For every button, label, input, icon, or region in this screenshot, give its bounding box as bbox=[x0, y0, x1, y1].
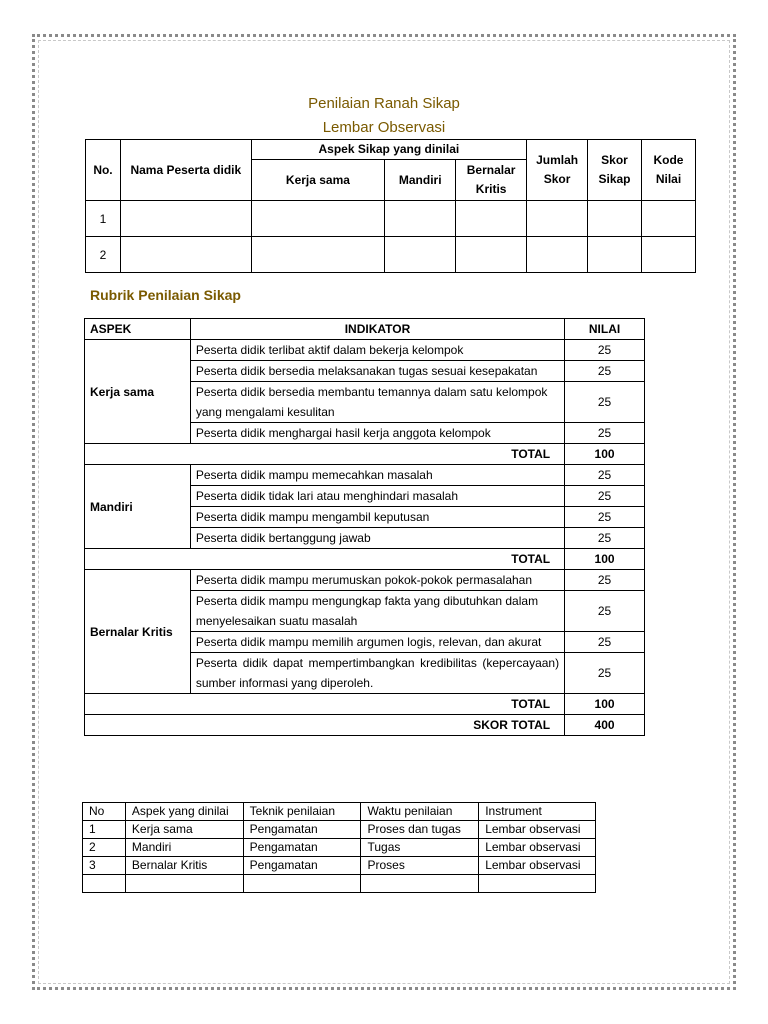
total-value: 100 bbox=[565, 694, 645, 715]
total-label: TOTAL bbox=[85, 549, 565, 570]
indikator-cell: Peserta didik dapat mempertimbangkan kredibilitas (kepercayaan) sumber informasi yang diperoleh. bbox=[190, 653, 564, 694]
summary-cell-empty bbox=[479, 875, 596, 893]
cell-empty bbox=[120, 237, 251, 273]
summary-cell: Kerja sama bbox=[125, 821, 243, 839]
summary-cell: Proses bbox=[361, 857, 479, 875]
summary-cell: Tugas bbox=[361, 839, 479, 857]
aspek-cell: Kerja sama bbox=[85, 340, 191, 444]
cell-empty bbox=[456, 237, 527, 273]
col-aspek-group: Aspek Sikap yang dinilai bbox=[251, 140, 526, 160]
row-no: 1 bbox=[86, 201, 121, 237]
summary-cell: 2 bbox=[83, 839, 126, 857]
cell-empty bbox=[385, 237, 456, 273]
cell-empty bbox=[120, 201, 251, 237]
summary-cell: Lembar observasi bbox=[479, 857, 596, 875]
summary-cell: Pengamatan bbox=[243, 857, 361, 875]
nilai-cell: 25 bbox=[565, 361, 645, 382]
cell-empty bbox=[588, 201, 642, 237]
indikator-cell: Peserta didik bertanggung jawab bbox=[190, 528, 564, 549]
nilai-cell: 25 bbox=[565, 423, 645, 444]
rubric-table bbox=[84, 318, 645, 736]
col-nama: Nama Peserta didik bbox=[120, 140, 251, 201]
head-indikator: INDIKATOR bbox=[190, 319, 564, 340]
total-value: 100 bbox=[565, 549, 645, 570]
indikator-cell: Peserta didik mampu mengambil keputusan bbox=[190, 507, 564, 528]
nilai-cell: 25 bbox=[565, 465, 645, 486]
total-label: TOTAL bbox=[85, 444, 565, 465]
indikator-cell: Peserta didik mampu memecahkan masalah bbox=[190, 465, 564, 486]
total-label: TOTAL bbox=[85, 694, 565, 715]
summary-header: Waktu penilaian bbox=[361, 803, 479, 821]
cell-empty bbox=[251, 201, 385, 237]
col-kerja-sama: Kerja sama bbox=[251, 160, 385, 201]
summary-header: Instrument bbox=[479, 803, 596, 821]
nilai-cell: 25 bbox=[565, 591, 645, 632]
head-nilai: NILAI bbox=[565, 319, 645, 340]
nilai-cell: 25 bbox=[565, 632, 645, 653]
summary-cell: Lembar observasi bbox=[479, 821, 596, 839]
skor-total-label: SKOR TOTAL bbox=[85, 715, 565, 736]
indikator-cell: Peserta didik bersedia membantu temannya dalam satu kelompok yang mengalami kesulitan bbox=[190, 382, 564, 423]
summary-cell: Lembar observasi bbox=[479, 839, 596, 857]
nilai-cell: 25 bbox=[565, 486, 645, 507]
col-bernalar: Bernalar Kritis bbox=[456, 160, 527, 201]
summary-cell: 1 bbox=[83, 821, 126, 839]
indikator-cell: Peserta didik bersedia melaksanakan tugas sesuai kesepakatan bbox=[190, 361, 564, 382]
summary-cell: Pengamatan bbox=[243, 821, 361, 839]
aspek-cell: Bernalar Kritis bbox=[85, 570, 191, 694]
observation-table bbox=[85, 139, 696, 273]
summary-table bbox=[82, 802, 596, 893]
indikator-cell: Peserta didik terlibat aktif dalam bekerja kelompok bbox=[190, 340, 564, 361]
summary-cell: 3 bbox=[83, 857, 126, 875]
cell-empty bbox=[527, 201, 588, 237]
summary-cell: Mandiri bbox=[125, 839, 243, 857]
total-value: 100 bbox=[565, 444, 645, 465]
nilai-cell: 25 bbox=[565, 653, 645, 694]
summary-cell-empty bbox=[83, 875, 126, 893]
cell-empty bbox=[385, 201, 456, 237]
cell-empty bbox=[588, 237, 642, 273]
indikator-cell: Peserta didik mampu merumuskan pokok-pokok permasalahan bbox=[190, 570, 564, 591]
cell-empty bbox=[251, 237, 385, 273]
cell-empty bbox=[641, 237, 695, 273]
indikator-cell: Peserta didik mampu mengungkap fakta yang dibutuhkan dalam menyelesaikan suatu masalah bbox=[190, 591, 564, 632]
cell-empty bbox=[527, 237, 588, 273]
aspek-cell: Mandiri bbox=[85, 465, 191, 549]
indikator-cell: Peserta didik tidak lari atau menghindari masalah bbox=[190, 486, 564, 507]
col-skor-sikap: Skor Sikap bbox=[588, 140, 642, 201]
nilai-cell: 25 bbox=[565, 528, 645, 549]
indikator-cell: Peserta didik mampu memilih argumen logis, relevan, dan akurat bbox=[190, 632, 564, 653]
nilai-cell: 25 bbox=[565, 340, 645, 361]
cell-empty bbox=[456, 201, 527, 237]
col-mandiri: Mandiri bbox=[385, 160, 456, 201]
nilai-cell: 25 bbox=[565, 570, 645, 591]
head-aspek: ASPEK bbox=[85, 319, 191, 340]
summary-cell-empty bbox=[243, 875, 361, 893]
cell-empty bbox=[641, 201, 695, 237]
col-jumlah: Jumlah Skor bbox=[527, 140, 588, 201]
indikator-cell: Peserta didik menghargai hasil kerja anggota kelompok bbox=[190, 423, 564, 444]
rubric-heading: Rubrik Penilaian Sikap bbox=[90, 287, 241, 303]
skor-total-value: 400 bbox=[565, 715, 645, 736]
col-no: No. bbox=[86, 140, 121, 201]
nilai-cell: 25 bbox=[565, 507, 645, 528]
summary-cell: Pengamatan bbox=[243, 839, 361, 857]
summary-cell: Bernalar Kritis bbox=[125, 857, 243, 875]
page-title: Penilaian Ranah Sikap bbox=[308, 95, 460, 112]
nilai-cell: 25 bbox=[565, 382, 645, 423]
page-subtitle: Lembar Observasi bbox=[322, 119, 446, 136]
summary-cell: Proses dan tugas bbox=[361, 821, 479, 839]
summary-header: No bbox=[83, 803, 126, 821]
summary-cell-empty bbox=[125, 875, 243, 893]
col-kode-nilai: Kode Nilai bbox=[641, 140, 695, 201]
row-no: 2 bbox=[86, 237, 121, 273]
summary-header: Teknik penilaian bbox=[243, 803, 361, 821]
summary-header: Aspek yang dinilai bbox=[125, 803, 243, 821]
summary-cell-empty bbox=[361, 875, 479, 893]
